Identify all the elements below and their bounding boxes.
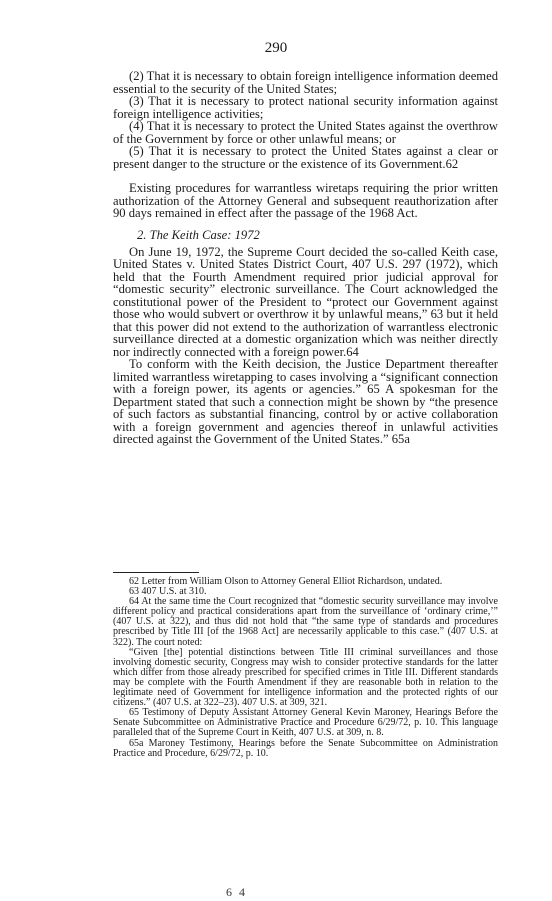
bottom-mark: 6 4 (226, 885, 247, 899)
main-text (113, 70, 498, 446)
footnote: 65 Testimony of Deputy Assistant Attorney General Kevin Maroney, Hearings Before the Senate Subcommittee on Administrative Practice and Procedure 6/29/72, p. 10. This language paralleled that of the Supreme Court in Keith, 407 U.S. at 309, n. 8. (113, 707, 498, 739)
paragraph-existing-procedures: Existing procedures for warrantless wiretaps requiring the prior written authorization of the Attorney General and subsequent reauthorization after 90 days remained in effect after the passage of the 1968 Act. (113, 181, 498, 220)
page-number: 290 (264, 40, 288, 56)
footnote: 64 At the same time the Court recognized that “domestic security surveillance may involve different policy and practical considerations apart from the surveillance of ‘ordinary crime,’” (407 U.S. at 322), and thus did not hold that “the same type of standards and procedures prescribed by Title III [of the 1968 Act] are necessarily applicable to this case.” (407 U.S. at 322). The court noted: (113, 596, 498, 648)
footnote-rule (113, 572, 199, 573)
footnotes (113, 572, 498, 759)
list-item: (5) That it is necessary to protect the United States against a clear or present danger to the structure or the existence of its Government.62 (113, 144, 498, 171)
list-item: (2) That it is necessary to obtain foreign intelligence information deemed essential to the security of the United States; (113, 69, 498, 96)
list-item: (4) That it is necessary to protect the United States against the overthrow of the Government by force or other unlawful means; or (113, 119, 498, 146)
footnote: 65a Maroney Testimony, Hearings before the Senate Subcommittee on Administration Practice and Procedure, 6/29/72, p. 10. (113, 737, 498, 759)
footnote-quote: “Given [the] potential distinctions between Title III criminal surveillances and those involving domestic security, Congress may wish to consider protective standards for the latter which differ from those already prescribed for specified crimes in Title III. Different standards may be complete with the Fourth Amendment if they are reasonable both in relation to the legitimate need of Government for intelligence information and the protected rights of our citizens.” (407 U.S. at 322–23). 407 U.S. at 309, 321. (113, 646, 498, 709)
paragraph-conform: To conform with the Keith decision, the Justice Department thereafter limited warrantless wiretapping to cases involving a “significant connection with a foreign power, its agents or agencies.” 65 A spokesman for the Department stated that such a connection might be shown by “the presence of such factors as substantial financing, control by or active collaboration with a foreign government and agencies thereof in unlawful activities directed against the Government of the United States.” 65a (113, 357, 498, 446)
footnote: 62 Letter from William Olson to Attorney General Elliot Richardson, undated. (129, 576, 443, 587)
paragraph-keith-case: On June 19, 1972, the Supreme Court decided the so-called Keith case, United States v. United States District Court, 407 U.S. 297 (1972), which held that the Fourth Amendment required prior judicial approval for “domestic security” electronic surveillance. The Court acknowledged the constitutional power of the President to “protect our Government against those who would subvert or overthrow it by unlawful means,” 63 but it held that this power did not extend to the authorization of warrantless electronic surveillance directed at a domestic organization which was neither directly nor indirectly connected with a foreign power.64 (113, 244, 498, 359)
footnote: 63 407 U.S. at 310. (129, 586, 207, 598)
list-item: (3) That it is necessary to protect national security information against foreign intelligence activities; (113, 94, 498, 121)
section-heading: 2. The Keith Case: 1972 (137, 227, 260, 242)
